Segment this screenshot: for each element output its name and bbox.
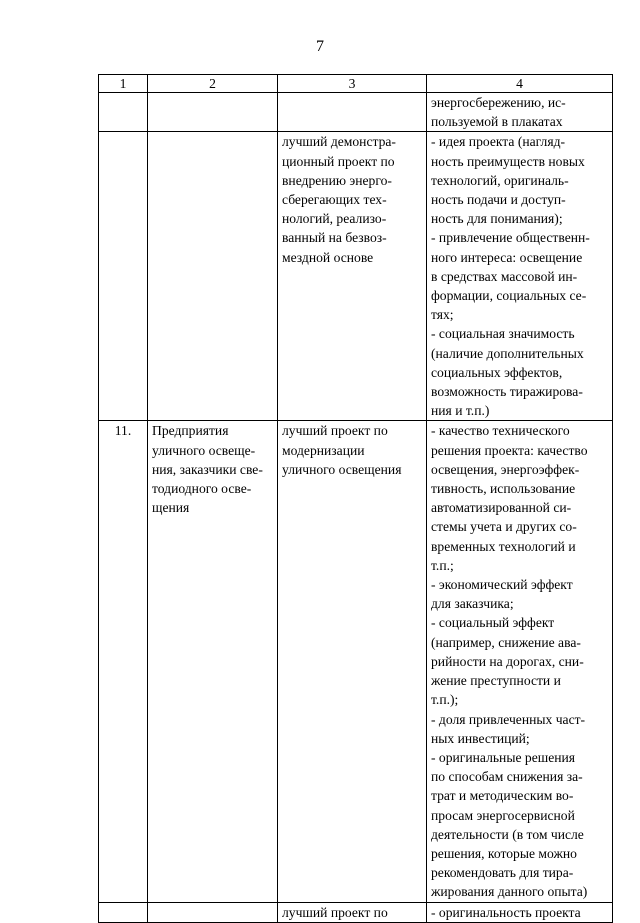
text-line: Предприятия — [152, 423, 229, 439]
text-line: решения, которые можно — [431, 845, 577, 861]
text-line: временных технологий и — [431, 538, 576, 554]
text-line: ния и т.п.) — [431, 403, 490, 419]
text-line: - идея проекта (нагляд- — [431, 134, 566, 150]
text-line: рекомендовать для тира- — [431, 865, 574, 881]
text-line: деятельности (в том числе — [431, 826, 584, 842]
text-line: тодиодного осве- — [152, 481, 252, 497]
table-row — [99, 902, 613, 922]
text-line: мездной основе — [282, 249, 374, 265]
text-line: освещения, энергоэффек- — [431, 461, 580, 477]
text-line: т.п.; — [431, 557, 454, 573]
page-number: 7 — [316, 38, 324, 55]
text-line: жирования данного опыта) — [431, 884, 588, 900]
text-line: ность преимуществ новых — [431, 153, 585, 169]
text-line: - оригинальные решения — [431, 749, 576, 765]
text-line: для заказчика; — [431, 596, 514, 612]
text-line: уличного освеще- — [152, 442, 256, 458]
text-line: тивность, использование — [431, 481, 576, 497]
table-row — [99, 93, 613, 132]
nomination-cell — [278, 421, 427, 902]
text-line: нологий, реализо- — [282, 211, 387, 227]
text-line: пользуемой в плакатах — [431, 114, 563, 130]
text-line: лучший проект по — [282, 904, 388, 920]
text-line: ционный проект по — [282, 153, 395, 169]
text-line: - экономический эффект — [431, 577, 573, 593]
criteria-cell — [427, 93, 613, 132]
text-line: т.п.); — [431, 692, 459, 708]
criteria-cell — [427, 421, 613, 902]
text-line: сберегающих тех- — [282, 192, 387, 208]
text-line: трат и методическим во- — [431, 788, 574, 804]
text-line: ванный на безвоз- — [282, 230, 387, 246]
text-line: ного интереса: освещение — [431, 249, 583, 265]
criteria-cell — [427, 132, 613, 421]
table-cell — [148, 93, 278, 132]
text-line: возможность тиражирова- — [431, 384, 583, 400]
table-cell — [99, 902, 148, 922]
participants-cell — [148, 421, 278, 902]
header-cell: 3 — [278, 75, 427, 93]
text-line: по способам снижения за- — [431, 769, 583, 785]
text-line: лучший проект по — [282, 423, 388, 439]
text-line: социальных эффектов, — [431, 364, 563, 380]
text-line: тях; — [431, 307, 454, 323]
text-line: модернизации — [282, 442, 365, 458]
text-line: ных инвестиций; — [431, 730, 530, 746]
text-line: формации, социальных се- — [431, 288, 587, 304]
text-line: лучший демонстра- — [282, 134, 396, 150]
text-line: решения проекта: качество — [431, 442, 588, 458]
criteria-cell — [427, 902, 613, 922]
table-row — [99, 421, 613, 902]
header-cell: 1 — [99, 75, 148, 93]
table-row — [99, 132, 613, 421]
text-line: ность для понимания); — [431, 211, 563, 227]
text-line: щения — [152, 500, 190, 516]
header-cell: 4 — [427, 75, 613, 93]
table-cell — [99, 93, 148, 132]
text-line: энергосбережению, ис- — [431, 95, 566, 110]
text-line: - доля привлеченных част- — [431, 711, 586, 727]
text-line: стемы учета и других со- — [431, 519, 577, 535]
text-line: жение преступности и — [431, 673, 561, 689]
text-line: в средствах массовой ин- — [431, 268, 578, 284]
table-header-row — [99, 75, 613, 93]
criteria-table — [98, 74, 613, 923]
table-cell — [148, 902, 278, 922]
text-line: - привлечение общественн- — [431, 230, 590, 246]
header-cell: 2 — [148, 75, 278, 93]
text-line: внедрению энерго- — [282, 172, 392, 188]
text-line: - социальная значимость — [431, 326, 575, 342]
text-line: - качество технического — [431, 423, 570, 439]
text-line: ность подачи и доступ- — [431, 192, 566, 208]
text-line: уличного освещения — [282, 461, 402, 477]
table-cell — [99, 132, 148, 421]
text-line: - социальный эффект — [431, 615, 555, 631]
nomination-cell — [278, 902, 427, 922]
table-cell — [278, 93, 427, 132]
row-number: 11. — [99, 421, 148, 902]
text-line: ния, заказчики све- — [152, 461, 263, 477]
text-line: (наличие дополнительных — [431, 345, 584, 361]
nomination-cell — [278, 132, 427, 421]
text-line: рийности на дорогах, сни- — [431, 653, 584, 669]
text-line: (например, снижение ава- — [431, 634, 581, 650]
table-cell — [148, 132, 278, 421]
text-line: - оригинальность проекта — [431, 904, 581, 920]
text-line: просам энергосервисной — [431, 807, 575, 823]
text-line: автоматизированной си- — [431, 500, 572, 516]
text-line: технологий, оригиналь- — [431, 172, 569, 188]
